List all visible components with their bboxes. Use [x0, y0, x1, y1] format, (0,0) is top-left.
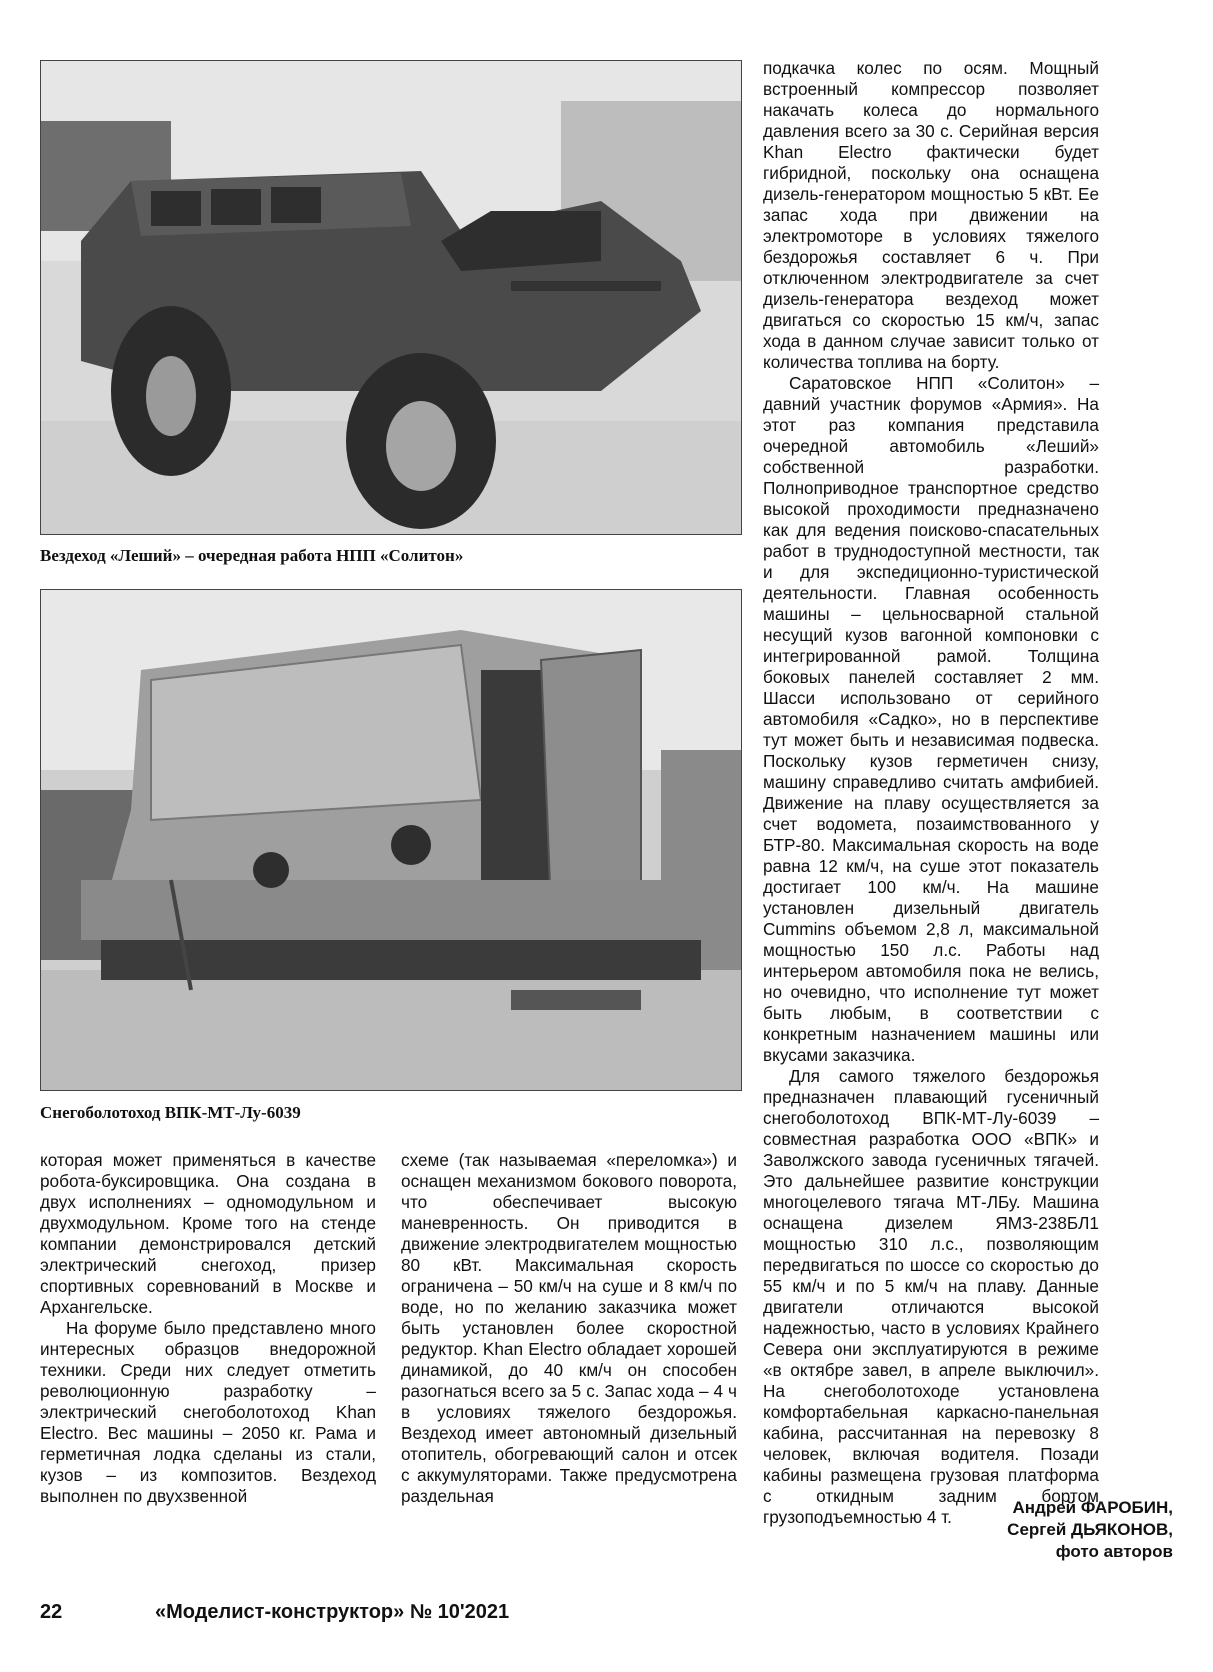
authors-block [1007, 1497, 1173, 1563]
paragraph: Для самого тяжелого бездорожья предназначен плавающий гусеничный снегоболотоход ВПК-МТ-Лу-6039 – совместная разработка ООО «ВПК» и Заволжского завода гусеничных тягачей. Это дальнейшее развитие конструкции многоцелевого тягача МТ-ЛБу. Машина оснащена дизелем ЯМЗ-238БЛ1 мощностью 310 л.с., позволяющим передвигаться по шоссе со скоростью до 55 км/ч и по 5 км/ч на плаву. Данные двигатели отличаются высокой надежностью, часто в условиях Крайнего Севера они эксплуатируются в режиме «в октябре завел, в апреле выключил». На снегоболотоходе установлена комфортабельная каркасно-панельная кабина, рассчитанная на перевозку 8 человек, включая водителя. Позади кабины размещена грузовая платформа с откидным задним бортом грузоподъемностью 4 т. [763, 1066, 1099, 1527]
photo-caption-top: Вездеход «Леший» – очередная работа НПП «Солитон» [40, 546, 464, 565]
author-name: Сергей ДЬЯКОНОВ, [1007, 1520, 1173, 1539]
text-column-left [40, 1150, 376, 1507]
paragraph: подкачка колес по осям. Мощный встроенный компрессор позволяет накачать колеса до нормального давления всего за 30 с. Серийная версия Khan Electro фактически будет гибридной, поскольку она оснащена дизель-генератором мощностью 5 кВт. Ее запас хода при движении на электромоторе в условиях тяжелого бездорожья составляет 6 ч. При отключенном электродвигателе за счет дизель-генератора вездеход может двигаться со скоростью 15 км/ч, запас хода в данном случае зависит только от количества топлива на борту. [763, 58, 1099, 372]
paragraph: На форуме было представлено много интересных образцов внедорожной техники. Среди них следует отметить революционную разработку – электрический снегоболотоход Khan Electro. Вес машины – 2050 кг. Рама и герметичная лодка сделаны из стали, кузов – из композитов. Вездеход выполнен по двухзвенной [40, 1318, 376, 1506]
photo-leshiy-vehicle [40, 60, 742, 535]
paragraph: схеме (так называемая «переломка») и оснащен механизмом бокового поворота, что обеспечивает высокую маневренность. Он приводится в движение электродвигателем мощностью 80 кВт. Максимальная скорость ограничена – 50 км/ч на суше и 8 км/ч по воде, но по желанию заказчика может быть установлен более скоростной редуктор. Khan Electro обладает хорошей динамикой, до 40 км/ч он способен разогнаться всего за 5 с. Запас хода – 4 ч в условиях тяжелого бездорожья. Вездеход имеет автономный дизельный отопитель, обогревающий салон и отсек с аккумуляторами. Также предусмотрена раздельная [401, 1150, 737, 1506]
page-number: 22 [40, 1601, 63, 1623]
magazine-title: «Моделист-конструктор» № 10'2021 [155, 1601, 510, 1623]
text-column-middle [401, 1150, 737, 1507]
photo-credit: фото авторов [1055, 1542, 1173, 1561]
author-name: Андрей ФАРОБИН, [1012, 1498, 1173, 1517]
paragraph: которая может применяться в качестве робота-буксировщика. Она создана в двух исполнениях – одномодульном и двухмодульном. Кроме того на стенде компании демонстрировался детский электрический снегоход, призер спортивных соревнований в Москве и Архангельске. [40, 1150, 376, 1317]
paragraph: Саратовское НПП «Солитон» – давний участник форумов «Армия». На этот раз компания представила очередной автомобиль «Леший» собственной разработки. Полноприводное транспортное средство высокой проходимости предназначено как для ведения поисково-спасательных работ в труднодоступной местности, так и для экспедиционно-туристической деятельности. Главная особенность машины – цельносварной стальной несущий кузов вагонной компоновки с интегрированной рамой. Толщина боковых панелей составляет 2 мм. Шасси использовано от серийного автомобиля «Садко», но в перспективе тут может быть и независимая подвеска. Поскольку кузов герметичен снизу, машину справедливо считать амфибией. Движение на плаву осуществляется за счет водомета, позаимствованного у БТР-80. Максимальная скорость на воде равна 12 км/ч, на суше этот показатель достигает 100 км/ч. На машине установлен дизельный двигатель Cummins объемом 2,8 л, максимальной мощностью 150 л.с. Работы над интерьером автомобиля пока не велись, но очевидно, что исполнение тут может быть любым, в соответствии с конкретным назначением машины или вкусами заказчика. [763, 373, 1099, 1065]
photo-vpk-tracked-vehicle [40, 589, 742, 1091]
photo-caption-bottom: Снегоболотоход ВПК-МТ-Лу-6039 [40, 1103, 301, 1122]
text-column-right [763, 58, 1099, 1528]
